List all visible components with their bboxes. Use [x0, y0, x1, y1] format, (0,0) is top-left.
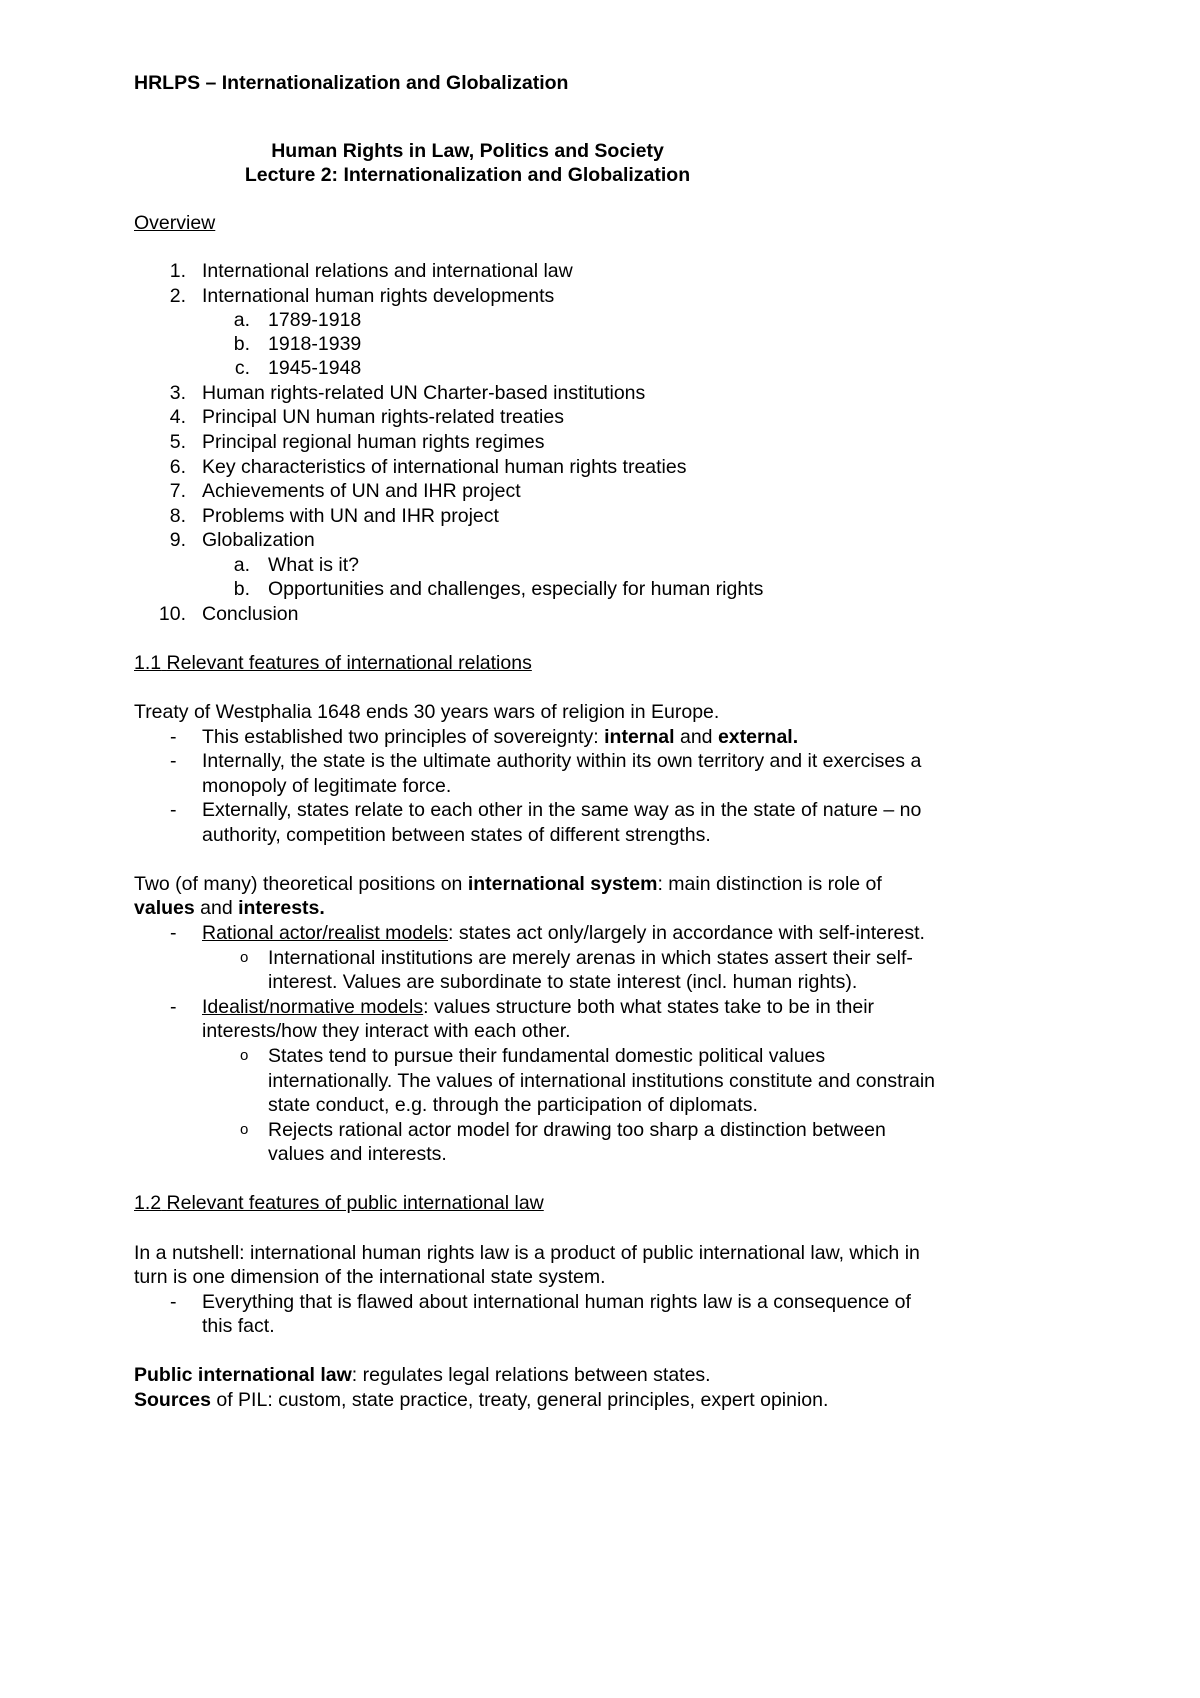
list-number: 8. [169, 505, 186, 527]
lecture-title: Lecture 2: Internationalization and Globalization [244, 164, 691, 186]
list-number: 4. [169, 406, 186, 428]
section-number: 1.2 [134, 1192, 162, 1214]
list-letter: c. [234, 357, 250, 379]
realist-sub-line2: interest. Values are subordinate to state interest (incl. human rights). [268, 971, 858, 993]
list-number: 6. [169, 456, 186, 478]
text-run: : values structure both what states take to be in their [423, 996, 875, 1018]
underlined-term: Rational actor/realist models [202, 922, 449, 944]
text-run: : states act only/largely in accordance with self-interest. [448, 922, 925, 944]
dash-bullet: - [170, 750, 177, 772]
section-number: 1.1 [134, 652, 162, 674]
list-subitem: 1945-1948 [268, 357, 362, 379]
text-run: and [194, 897, 239, 919]
list-number: 3. [169, 382, 186, 404]
list-number: 1. [169, 260, 186, 282]
circle-bullet: o [240, 949, 249, 966]
realist-model-bullet [202, 920, 925, 946]
external-bullet-line2: authority, competition between states of different strengths. [202, 824, 711, 846]
bold-term: international system [467, 873, 658, 895]
list-subitem: 1789-1918 [268, 309, 362, 331]
idealist-sub1-line1: States tend to pursue their fundamental domestic political values [268, 1045, 826, 1067]
list-item: Principal regional human rights regimes [202, 431, 545, 453]
list-subitem: Opportunities and challenges, especially for human rights [268, 578, 764, 600]
theory-paragraph-line2 [134, 895, 325, 921]
list-number: 10. [158, 603, 186, 625]
list-number: 2. [169, 285, 186, 307]
section-heading-1-1 [134, 650, 532, 676]
text-run: This established two principles of sovereignty: [202, 726, 605, 748]
idealist-sub1-line2: internationally. The values of international institutions constitute and constrain [268, 1070, 936, 1092]
list-number: 5. [169, 431, 186, 453]
bold-term: Sources [134, 1389, 211, 1411]
list-subitem: 1918-1939 [268, 333, 362, 355]
list-item: International human rights developments [202, 285, 555, 307]
idealist-sub1-line3: state conduct, e.g. through the participation of diplomats. [268, 1094, 758, 1116]
idealist-sub2-line1: Rejects rational actor model for drawing too sharp a distinction between [268, 1119, 886, 1141]
sovereignty-bullet [202, 724, 798, 750]
bold-term: Public international law [134, 1364, 352, 1386]
text-run: Two (of many) theoretical positions on [134, 873, 468, 895]
list-item: Principal UN human rights-related treaties [202, 406, 564, 428]
list-subitem: What is it? [268, 554, 360, 576]
list-letter: a. [233, 554, 250, 576]
nutshell-paragraph-line1: In a nutshell: international human rights law is a product of public international law, which in [134, 1242, 920, 1264]
list-item: Key characteristics of international human rights treaties [202, 456, 687, 478]
external-bullet-line1: Externally, states relate to each other in the same way as in the state of nature – no [202, 799, 922, 821]
bold-term: external [717, 726, 793, 748]
idealist-model-bullet-line2: interests/how they interact with each other. [202, 1020, 571, 1042]
running-header: HRLPS – Internationalization and Globalization [134, 72, 569, 94]
bold-term: interests. [238, 897, 325, 919]
text-run: of PIL: custom, state practice, treaty, general principles, expert opinion. [210, 1389, 829, 1411]
dash-bullet: - [170, 726, 177, 748]
circle-bullet: o [240, 1047, 249, 1064]
flawed-bullet-line1: Everything that is flawed about international human rights law is a consequence of [202, 1291, 911, 1313]
document-title: Human Rights in Law, Politics and Society [271, 140, 664, 162]
bold-term: values [134, 897, 195, 919]
section-heading-1-2 [134, 1190, 544, 1216]
idealist-sub2-line2: values and interests. [268, 1143, 447, 1165]
section-title: Relevant features of international relations [166, 652, 532, 674]
dash-bullet: - [170, 1291, 177, 1313]
list-item: Human rights-related UN Charter-based institutions [202, 382, 646, 404]
nutshell-paragraph-line2: turn is one dimension of the international state system. [134, 1266, 606, 1288]
pil-sources [134, 1387, 828, 1413]
list-letter: b. [233, 578, 250, 600]
overview-heading: Overview [134, 212, 216, 234]
dash-bullet: - [170, 922, 177, 944]
list-number: 7. [169, 480, 186, 502]
dash-bullet: - [170, 996, 177, 1018]
list-letter: a. [233, 309, 250, 331]
text-run: : main distinction is role of [657, 873, 882, 895]
list-letter: b. [233, 333, 250, 355]
circle-bullet: o [240, 1121, 249, 1138]
bold-term: internal [604, 726, 675, 748]
pil-definition [134, 1362, 711, 1388]
list-item: Globalization [202, 529, 315, 551]
list-item: Achievements of UN and IHR project [202, 480, 521, 502]
dash-bullet: - [170, 799, 177, 821]
list-item: International relations and international law [202, 260, 573, 282]
list-item: Problems with UN and IHR project [202, 505, 499, 527]
text-run: and [674, 726, 718, 748]
list-item: Conclusion [202, 603, 299, 625]
list-number: 9. [169, 529, 186, 551]
section-title: Relevant features of public international law [166, 1192, 544, 1214]
realist-sub-line1: International institutions are merely arenas in which states assert their self- [268, 947, 913, 969]
text-run: . [792, 726, 799, 748]
theory-paragraph-line1 [134, 871, 882, 897]
text-run: : regulates legal relations between states. [351, 1364, 711, 1386]
internal-bullet-line1: Internally, the state is the ultimate authority within its own territory and it exercises a [202, 750, 922, 772]
idealist-model-bullet-line1 [202, 994, 874, 1020]
internal-bullet-line2: monopoly of legitimate force. [202, 775, 452, 797]
flawed-bullet-line2: this fact. [202, 1315, 275, 1337]
underlined-term: Idealist/normative models [202, 996, 424, 1018]
westphalia-paragraph: Treaty of Westphalia 1648 ends 30 years wars of religion in Europe. [134, 701, 720, 723]
